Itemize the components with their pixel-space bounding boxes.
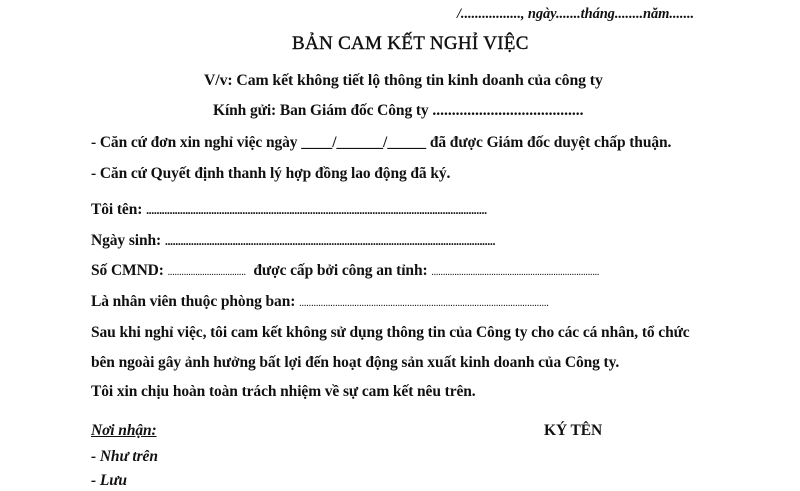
recipient-item: - Lưu (91, 472, 127, 489)
basis-resignation-letter (91, 133, 671, 153)
basis-1-suffix: đã được Giám đốc duyệt chấp thuận. (429, 134, 672, 151)
resignation-date-blank: ____/______/_____ (301, 134, 427, 151)
name-field (91, 200, 487, 220)
recipients-label: Nơi nhận: (91, 422, 157, 439)
place-date-line (457, 4, 694, 24)
place-blank: /................., (457, 6, 525, 22)
year-label: năm (643, 6, 670, 22)
department-label: Là nhân viên thuộc phòng ban: (91, 293, 296, 310)
commitment-line-3: Tôi xin chịu hoàn toàn trách nhiệm về sự cam kết nêu trên. (91, 383, 476, 400)
basis-termination-decision: - Căn cứ Quyết định thanh lý hợp đồng lao động đã ký. (91, 165, 451, 182)
id-number-field (91, 261, 599, 283)
addressee-blank: ....................................... (432, 102, 584, 119)
dob-field (91, 231, 495, 251)
basis-1-prefix: - Căn cứ đơn xin nghỉ việc ngày (91, 134, 298, 151)
day-label: ngày (527, 6, 556, 22)
issued-by-blank: ......................................................................... (431, 267, 600, 278)
dob-label: Ngày sinh: (91, 232, 162, 249)
id-number-blank: .................................. (167, 267, 246, 278)
day-blank: ....... (555, 6, 581, 22)
issued-by-label: được cấp bởi công an tỉnh: (253, 262, 428, 279)
recipient-item: - Như trên (91, 448, 158, 465)
id-number-label: Số CMND: (91, 262, 164, 279)
month-label: tháng (580, 6, 615, 22)
month-blank: ........ (614, 6, 644, 22)
year-blank: ....... (669, 6, 695, 22)
commitment-line-1: Sau khi nghỉ việc, tôi cam kết không sử dụng thông tin của Công ty cho các cá nhân, tổ chức (91, 324, 690, 341)
addressee-line (213, 101, 584, 121)
subject-line: V/v: Cam kết không tiết lộ thông tin kinh doanh của công ty (204, 72, 603, 89)
name-blank: ................................................................................................................................... (146, 203, 487, 217)
addressee-label: Kính gửi: Ban Giám đốc Công ty (213, 102, 429, 119)
document-title: BẢN CAM KẾT NGHỈ VIỆC (292, 33, 529, 54)
department-blank: ........................................................................................................ (299, 298, 549, 309)
dob-blank: ............................................................................................................................... (164, 234, 496, 248)
commitment-line-2: bên ngoài gây ảnh hưởng bất lợi đến hoạt động sản xuất kinh doanh của Công ty. (91, 354, 620, 371)
name-label: Tôi tên: (91, 201, 143, 218)
department-field (91, 292, 549, 314)
signature-label: KÝ TÊN (544, 422, 603, 439)
